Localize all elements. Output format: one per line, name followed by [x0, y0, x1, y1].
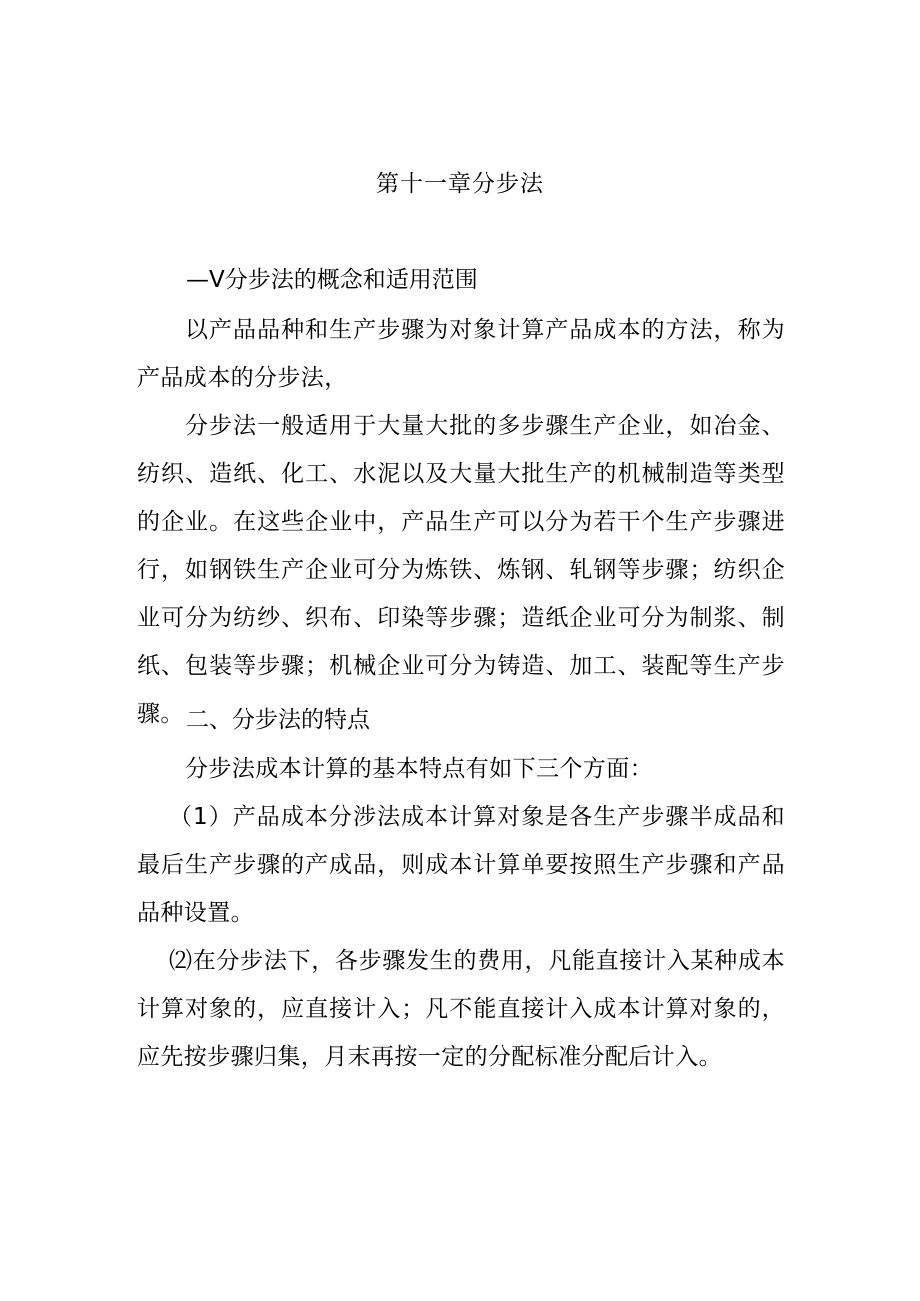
section-heading-1: —V分步法的概念和适用范围 — [186, 267, 478, 293]
section-heading-2: 二、分步法的特点 — [186, 707, 370, 733]
paragraph-feature-2: ⑵在分步法下，各步骤发生的费用，凡能直接计入某种成本计算对象的，应直接计入；凡不能直接计入成本计算对象的，应先按步骤归集，月末再按一定的分配标准分配后计入。 — [137, 948, 785, 1070]
section-1-body — [137, 306, 785, 738]
paragraph-definition: 以产品品种和生产步骤为对象计算产品成本的方法，称为产品成本的分步法， — [137, 317, 785, 391]
paragraph-feature-1: （1）产品成本分涉法成本计算对象是各生产步骤半成品和最后生产步骤的产成品，则成本计算单要按照生产步骤和产品品种设置。 — [137, 804, 785, 926]
paragraph-applicability: 分步法一般适用于大量大批的多步骤生产企业，如冶金、纺织、造纸、化工、水泥以及大量大批生产的机械制造等类型的企业。在这些企业中，产品生产可以分为若干个生产步骤进行，如钢铁生产企业可分为炼铁、炼钢、轧钢等步骤；纺织企业可分为纺纱、织布、印染等步骤；造纸企业可分为制浆、制纸、包装等步骤；机械企业可分为铸造、加工、装配等生产步骤。 — [137, 413, 785, 727]
section-2-body — [137, 745, 785, 1081]
paragraph-features-intro: 分步法成本计算的基本特点有如下三个方面： — [185, 756, 653, 782]
page-title: 第十一章分步法 — [376, 171, 544, 197]
